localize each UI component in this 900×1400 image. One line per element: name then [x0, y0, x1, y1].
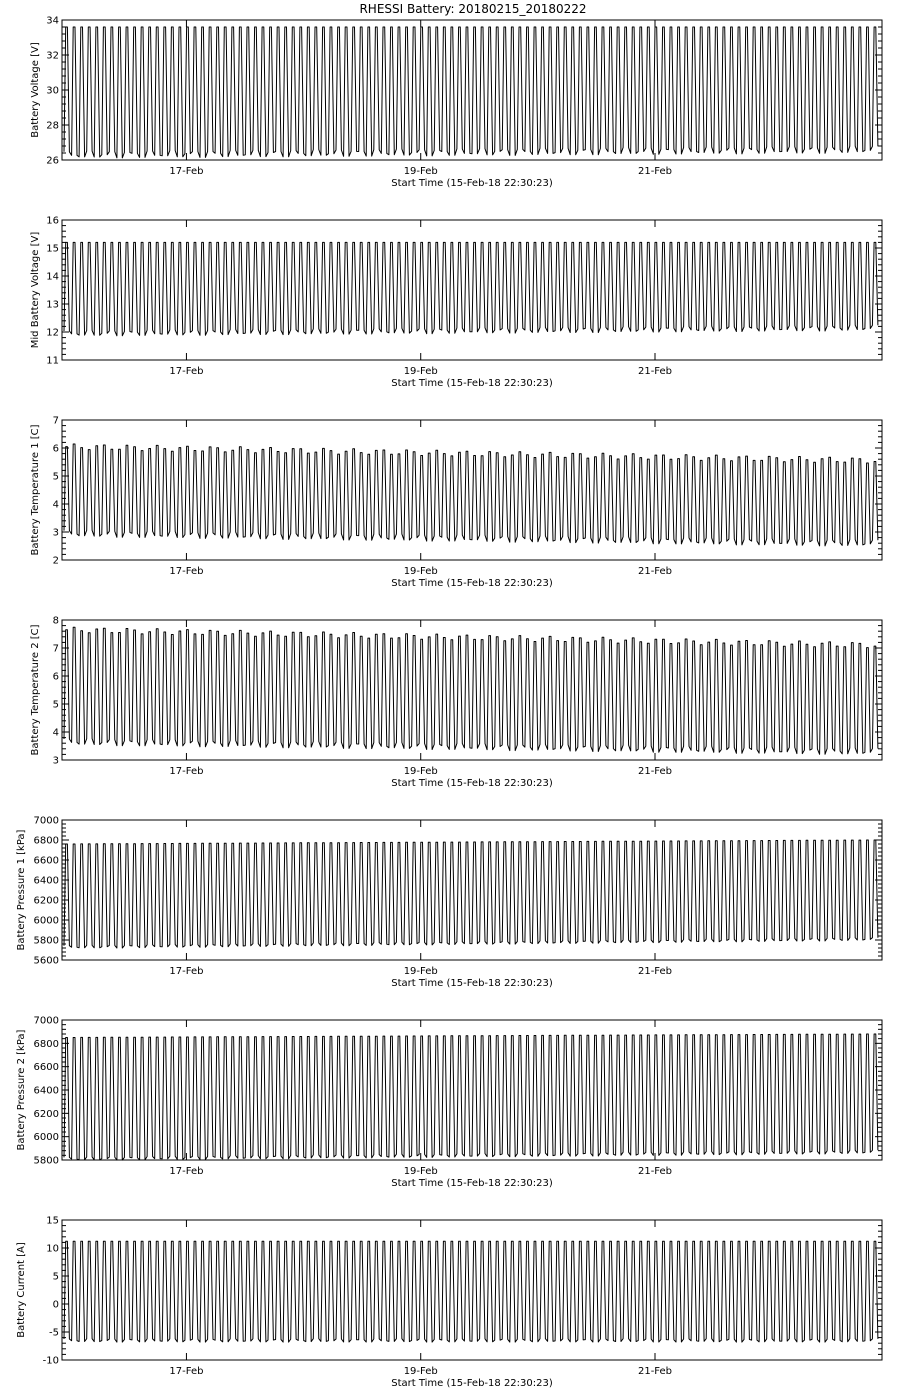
y-tick-label: 15: [46, 243, 59, 255]
x-tick-label: 19-Feb: [403, 1166, 438, 1177]
series-trace: [64, 27, 878, 158]
y-tick-label: 30: [46, 85, 59, 97]
x-tick-label: 17-Feb: [169, 566, 204, 577]
panel-3: [30, 416, 882, 590]
y-tick-label: 16: [46, 215, 59, 227]
y-tick-label: 6200: [33, 895, 59, 907]
x-axis-label: Start Time (15-Feb-18 22:30:23): [391, 178, 553, 189]
panel-2: [30, 216, 882, 390]
y-axis-label: Battery Pressure 1 [kPa]: [16, 829, 27, 951]
x-tick-label: 19-Feb: [403, 766, 438, 777]
y-tick-label: 5800: [33, 1155, 59, 1167]
series-trace: [64, 840, 878, 948]
y-tick-label: 26: [46, 155, 59, 167]
y-tick-label: 32: [46, 50, 59, 62]
y-tick-label: 34: [46, 15, 59, 27]
x-tick-label: 17-Feb: [169, 366, 204, 377]
x-tick-label: 19-Feb: [403, 366, 438, 377]
y-axis-label: Battery Temperature 1 [C]: [30, 424, 41, 556]
x-tick-label: 21-Feb: [637, 1366, 673, 1377]
y-tick-label: 5: [52, 1271, 59, 1283]
x-tick-label: 17-Feb: [169, 766, 204, 777]
y-tick-label: 5800: [33, 935, 59, 947]
y-tick-label: 4: [52, 499, 59, 511]
x-tick-label: 17-Feb: [169, 166, 204, 177]
y-tick-label: 6600: [33, 1062, 59, 1074]
x-axis-label: Start Time (15-Feb-18 22:30:23): [391, 578, 553, 589]
y-tick-label: 6800: [33, 835, 59, 847]
y-tick-label: 14: [46, 271, 59, 283]
y-axis-label: Battery Current [A]: [16, 1242, 27, 1338]
y-tick-label: 10: [46, 1243, 59, 1255]
y-tick-label: 15: [46, 1215, 59, 1227]
y-axis-label: Battery Pressure 2 [kPa]: [16, 1029, 27, 1151]
y-tick-label: 6400: [33, 875, 59, 887]
x-tick-label: 19-Feb: [403, 166, 438, 177]
x-tick-label: 21-Feb: [637, 1166, 673, 1177]
y-tick-label: 6200: [33, 1108, 59, 1120]
y-tick-label: 5600: [33, 955, 59, 967]
panel-6: [16, 1016, 882, 1190]
series-trace: [64, 1034, 878, 1160]
x-tick-label: 17-Feb: [169, 1166, 204, 1177]
x-axis-label: Start Time (15-Feb-18 22:30:23): [391, 378, 553, 389]
series-trace: [64, 444, 878, 546]
y-tick-label: 6000: [33, 1132, 59, 1144]
x-axis-label: Start Time (15-Feb-18 22:30:23): [391, 778, 553, 789]
x-tick-label: 17-Feb: [169, 966, 204, 977]
y-axis-label: Battery Voltage [V]: [30, 42, 41, 138]
y-tick-label: 8: [52, 615, 59, 627]
plot-frame: [62, 220, 882, 360]
y-axis-label: Battery Temperature 2 [C]: [30, 624, 41, 756]
y-tick-label: 7000: [33, 815, 59, 827]
series-trace: [64, 627, 878, 754]
y-tick-label: 7000: [33, 1015, 59, 1027]
x-tick-label: 21-Feb: [637, 366, 673, 377]
x-tick-label: 19-Feb: [403, 1366, 438, 1377]
x-tick-label: 21-Feb: [637, 966, 673, 977]
x-tick-label: 21-Feb: [637, 566, 673, 577]
y-tick-label: 3: [52, 755, 59, 767]
x-tick-label: 19-Feb: [403, 966, 438, 977]
figure-title: RHESSI Battery: 20180215_20180222: [359, 2, 587, 16]
x-tick-label: 21-Feb: [637, 766, 673, 777]
y-tick-label: 6800: [33, 1038, 59, 1050]
x-axis-label: Start Time (15-Feb-18 22:30:23): [391, 1178, 553, 1189]
y-tick-label: 6000: [33, 915, 59, 927]
y-tick-label: -5: [49, 1327, 59, 1339]
y-tick-label: -10: [42, 1355, 59, 1367]
y-tick-label: 11: [46, 355, 59, 367]
y-tick-label: 5: [52, 699, 59, 711]
y-tick-label: 4: [52, 727, 59, 739]
y-tick-label: 2: [52, 555, 59, 567]
panel-5: [16, 816, 882, 990]
y-tick-label: 6: [52, 671, 59, 683]
panel-7: [16, 1216, 882, 1390]
y-tick-label: 6600: [33, 855, 59, 867]
y-tick-label: 6400: [33, 1085, 59, 1097]
panel-4: [30, 616, 882, 790]
x-axis-label: Start Time (15-Feb-18 22:30:23): [391, 1378, 553, 1389]
chart-panels: [16, 16, 882, 1390]
y-tick-label: 7: [52, 415, 59, 427]
y-tick-label: 28: [46, 120, 59, 132]
x-tick-label: 21-Feb: [637, 166, 673, 177]
y-tick-label: 6: [52, 443, 59, 455]
y-tick-label: 3: [52, 527, 59, 539]
y-tick-label: 0: [52, 1299, 59, 1311]
x-tick-label: 17-Feb: [169, 1366, 204, 1377]
y-tick-label: 12: [46, 327, 59, 339]
series-trace: [64, 242, 878, 335]
y-axis-label: Mid Battery Voltage [V]: [30, 231, 41, 349]
y-tick-label: 5: [52, 471, 59, 483]
y-tick-label: 13: [46, 299, 59, 311]
panel-1: [30, 16, 882, 190]
x-tick-label: 19-Feb: [403, 566, 438, 577]
y-tick-label: 7: [52, 643, 59, 655]
x-axis-label: Start Time (15-Feb-18 22:30:23): [391, 978, 553, 989]
series-trace: [64, 1241, 878, 1342]
